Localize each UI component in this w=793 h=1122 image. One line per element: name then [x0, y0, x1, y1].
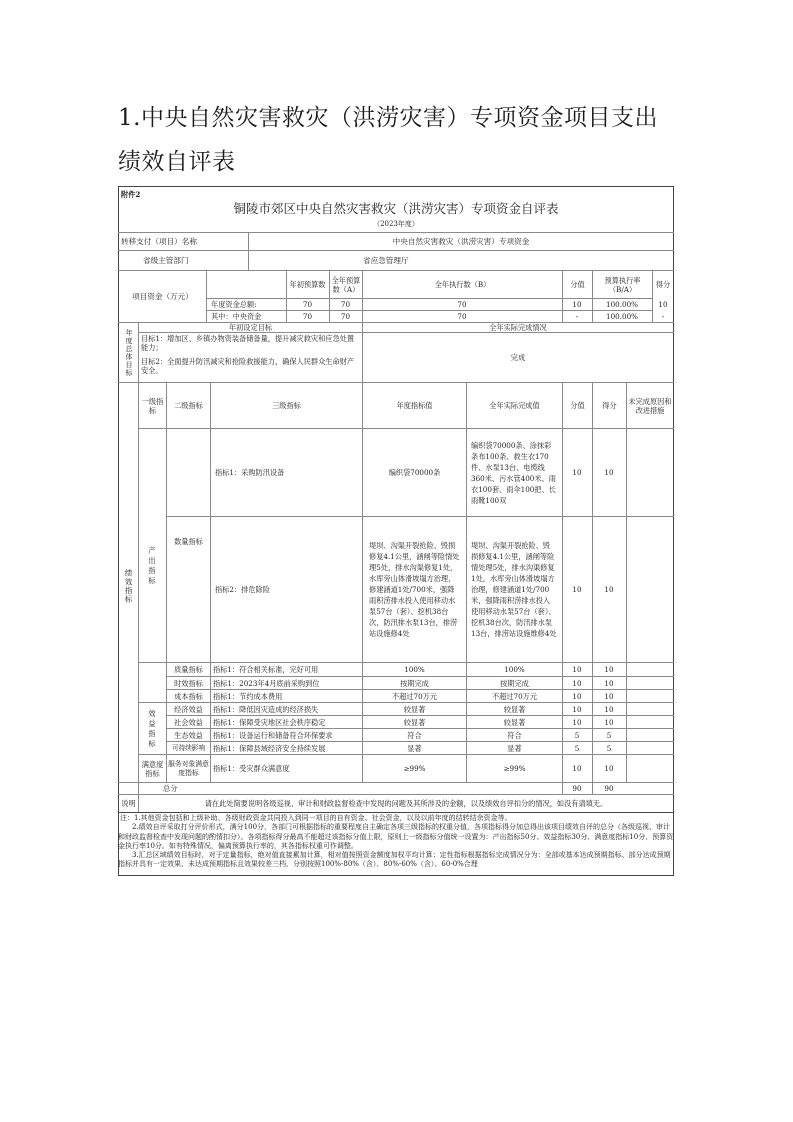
indicator-level3: 指标1：2023年4月底前采购到位: [213, 678, 320, 688]
indicator-weight: 10: [572, 665, 582, 674]
indicator-annual: 堤坝、沟渠开裂抢险、毁损修复4.1公里，涵闸等险情处理5处，排水沟渠修复1处，水库旁山体滑坡塌方治理，修建涵道1处/700米，强降雨积涝排水投入使用移动水泵57台（套）、挖机38台次，防汛排水泵13台，排涝站设施修4处: [369, 541, 460, 638]
indicator-actual: 堤坝、沟渠开裂抢险、毁损修复4.1公里，涵闸等险情处理5处，排水沟渠修复1处，水库旁山体滑坡塌方治理，修建涵道1处/700米，强降雨积涝排水投入使用移动水泵57台（套）、挖机38台次，防汛排水泵13台，排涝站设施维修4处: [471, 541, 557, 638]
indicator-annual: 显著: [407, 743, 422, 753]
indicator-weight: 10: [572, 468, 582, 477]
funds-row-label: 其中：中央资金: [211, 311, 262, 321]
indicator-score: 10: [604, 704, 614, 714]
sheet-title: 铜陵市郊区中央自然灾害救灾（洪涝灾害）专项资金自评表: [233, 200, 559, 216]
indicator-level3: 指标1：采购防汛设备: [215, 468, 285, 477]
indicator-header-reason: 未完成原因和改进措施: [628, 396, 672, 415]
funds-row-rate: 100.00%: [606, 299, 638, 309]
indicator-level2: 可持续影响: [172, 743, 205, 752]
note-3: 3.汇总区域绩效目标时，对于定量指标，绝对值直接累加计算，相对值按照资金额度加权平均计算；定性指标根据指标完成情况分为：全部或基本达成预期指标、部分达成预期指标并具有一定效果、未达成预期指标且效果较差三档，分别按照100%-80%（含）、80%-60%（含）、60-0%合理: [118, 851, 671, 869]
indicator-level3: 指标1：设备运行和储备符合环保要求: [213, 730, 333, 740]
funds-row-rate: 100.00%: [606, 311, 638, 321]
frame-top: [118, 186, 674, 187]
indicator-weight: 10: [572, 678, 582, 688]
funds-label: 项目资金（万元）: [132, 292, 193, 301]
indicator-level3: 指标1：受灾群众满意度: [213, 764, 290, 773]
note-1: 注：1.其他资金包括和上级补助、各级财政资金共同投入到同一项目的自有资金、社会资金，以及以前年度的结转结余资金等。: [120, 814, 512, 822]
funds-row-initial: 70: [302, 299, 313, 309]
indicator-weight: 5: [574, 743, 580, 753]
indicator-annual: 较显著: [403, 704, 426, 714]
indicator-annual: 按期完成: [400, 678, 429, 688]
indicator-actual: 编织袋70000条、涂抹彩条布100条、救生衣170件、水泵13台、电缆线360米、污水管400米、雨衣100套、雨伞100把、长雨靴100双: [471, 440, 556, 505]
project-name-label: 转移支付（项目）名称: [121, 237, 197, 246]
indicator-score: 10: [604, 717, 614, 727]
indicator-header-annual: 年度指标值: [396, 401, 433, 410]
indicator-actual: 较显著: [503, 717, 526, 727]
grid-h: [118, 812, 674, 813]
grid-v: [210, 382, 211, 782]
explain-text: 请在此处简要说明各级巡视、审计和财政监督检查中发现的问题及其所涉及的金额，以及绩效自评扣分的情况，如没有请填无。: [204, 799, 608, 808]
indicator-score: 10: [604, 678, 614, 688]
funds-header-rate: 预算执行率（B/A）: [604, 275, 641, 294]
dept-value: 省应急管理厅: [363, 256, 409, 265]
indicator-score: 10: [604, 764, 614, 773]
indicator-annual: 编织袋70000条: [388, 468, 441, 477]
funds-row-initial: 70: [302, 311, 313, 321]
indicator-score: 5: [606, 743, 612, 753]
indicator-header-score: 得分: [602, 401, 617, 410]
sheet-year: （2023年度）: [373, 220, 419, 228]
self-evaluation-sheet: [118, 186, 674, 876]
indicator-weight: 5: [574, 730, 580, 740]
project-name-value: 中央自然灾害救灾（洪涝灾害）专项资金: [392, 237, 530, 246]
notes: [118, 814, 674, 876]
indicator-weight: 10: [572, 704, 582, 714]
funds-row-score: 10: [658, 299, 668, 309]
indicator-weight: 10: [572, 691, 582, 701]
grid-v: [626, 382, 627, 782]
indicator-actual: 100%: [504, 665, 525, 674]
page-heading: 1.中央自然灾害救灾（洪涝灾害）专项资金项目支出绩效自评表: [118, 105, 658, 175]
funds-row-label: 年度资金总额:: [211, 299, 257, 309]
total-score: 90: [604, 784, 614, 793]
indicator-level3: 指标1：节约成本费用: [213, 691, 283, 701]
indicator-score: 10: [604, 691, 614, 701]
indicator-actual: ≥99%: [503, 764, 526, 773]
indicator-weight: 10: [572, 764, 582, 773]
indicator-level3: 指标1：降低因灾造成的经济损失: [213, 704, 319, 714]
indicator-header-weight: 分值: [570, 401, 585, 410]
indicator-level2: 服务对象满意度指标: [168, 759, 209, 777]
goal-text-1: 目标1：增加区、乡镇办物资装备储备量，提升减灾救灾和应急处置能力；: [141, 334, 355, 352]
goal-section-label: 年度总体目标: [125, 328, 133, 377]
indicator-annual: 不超过70万元: [391, 691, 438, 701]
indicator-header-actual: 全年实际完成值: [489, 401, 540, 410]
funds-header-weight: 分值: [570, 280, 585, 289]
indicator-actual: 按期完成: [500, 678, 529, 688]
funds-header-initial: 年初预算数: [289, 280, 326, 289]
effect-indicator-label: 效益指标: [148, 709, 156, 748]
indicator-level3: 指标2：排危除险: [215, 585, 270, 594]
funds-row-weight: 10: [572, 299, 582, 309]
total-label: 总分: [163, 784, 178, 793]
indicator-score: 10: [604, 585, 614, 594]
indicator-annual: 较显著: [403, 717, 426, 727]
funds-row-budget: 70: [340, 311, 351, 321]
indicator-level3: 指标1：符合相关标准，完好可用: [213, 665, 319, 674]
indicator-weight: 10: [572, 717, 582, 727]
indicator-annual: 符合: [407, 730, 422, 740]
funds-header-budget: 全年预算数（A）: [331, 275, 361, 294]
explain-label: 说明: [121, 799, 136, 808]
indicator-level2: 社会效益: [174, 717, 203, 727]
indicator-level3: 指标1：保障县域经济安全持续发展: [213, 743, 326, 753]
indicator-level2: 成本指标: [174, 691, 203, 701]
indicator-actual: 符合: [507, 730, 522, 740]
frame-right: [673, 186, 674, 876]
indicator-level2: 经济效益: [174, 704, 203, 714]
total-weight: 90: [572, 784, 582, 793]
indicator-header-level1: 一级指标: [141, 396, 164, 415]
funds-header-score: 得分: [655, 280, 671, 289]
indicator-actual: 显著: [507, 743, 522, 753]
funds-header-exec: 全年执行数（B）: [434, 280, 491, 289]
output-indicator-label: 产出指标: [148, 546, 156, 585]
indicator-level2: 生态效益: [174, 730, 203, 740]
indicator-weight: 10: [572, 585, 582, 594]
goal-actual-header: 全年实际完成情况: [489, 323, 547, 332]
funds-row-exec: 70: [457, 311, 467, 321]
indicator-score: 5: [606, 730, 612, 740]
indicator-actual: 不超过70万元: [491, 691, 538, 701]
indicator-score: 10: [604, 665, 614, 674]
quantity-indicator-label: 数量指标: [174, 536, 203, 546]
indicator-annual: 100%: [404, 665, 425, 674]
satisfaction-indicator-label: 满意度指标: [141, 759, 164, 778]
attachment-label: 附件2: [121, 189, 141, 199]
note-2: 2.绩效自评采取打分评价形式，满分100分，各部门可根据指标的重要程度自主确定各项三级指标的权重分值，各项指标得分加总得出该项目绩效自评的总分（各级巡视、审计和财政监督检查中发现问题的酌情扣分）。各项指标得分最高不能超过该指标分值上限，原则上一级指标分值统一设置为：产出指标50分、效益指标30分、满意度指标10分、预算资金执行率10分。如有特殊情况，偏离预算执行率的，其各指标权重可作调整。: [118, 823, 674, 850]
funds-row-budget: 70: [340, 299, 351, 309]
goal-planned-header: 年初设定目标: [228, 323, 273, 332]
goal-text-2: 目标2：全面提升防汛减灾和抢险救援能力，确保人民群众生命财产安全。: [141, 357, 355, 375]
grid-v: [206, 270, 207, 322]
indicator-level2: 时效指标: [174, 678, 203, 688]
indicator-level3: 指标1：保障受灾地区社会秩序稳定: [213, 717, 326, 727]
indicator-actual: 较显著: [503, 704, 526, 714]
funds-row-score: -: [661, 311, 665, 321]
funds-row-exec: 70: [457, 299, 467, 309]
indicator-section-label: 绩效指标: [124, 568, 133, 604]
indicator-header-level2: 二级指标: [174, 401, 203, 410]
indicator-score: 10: [604, 468, 614, 477]
indicator-level2: 质量指标: [174, 665, 203, 674]
goal-actual-value: 完成: [510, 353, 526, 362]
dept-label: 省级主管部门: [143, 256, 189, 265]
indicator-annual: ≥99%: [403, 764, 426, 773]
funds-row-weight: -: [575, 311, 579, 321]
indicator-header-level3: 三级指标: [272, 401, 301, 410]
